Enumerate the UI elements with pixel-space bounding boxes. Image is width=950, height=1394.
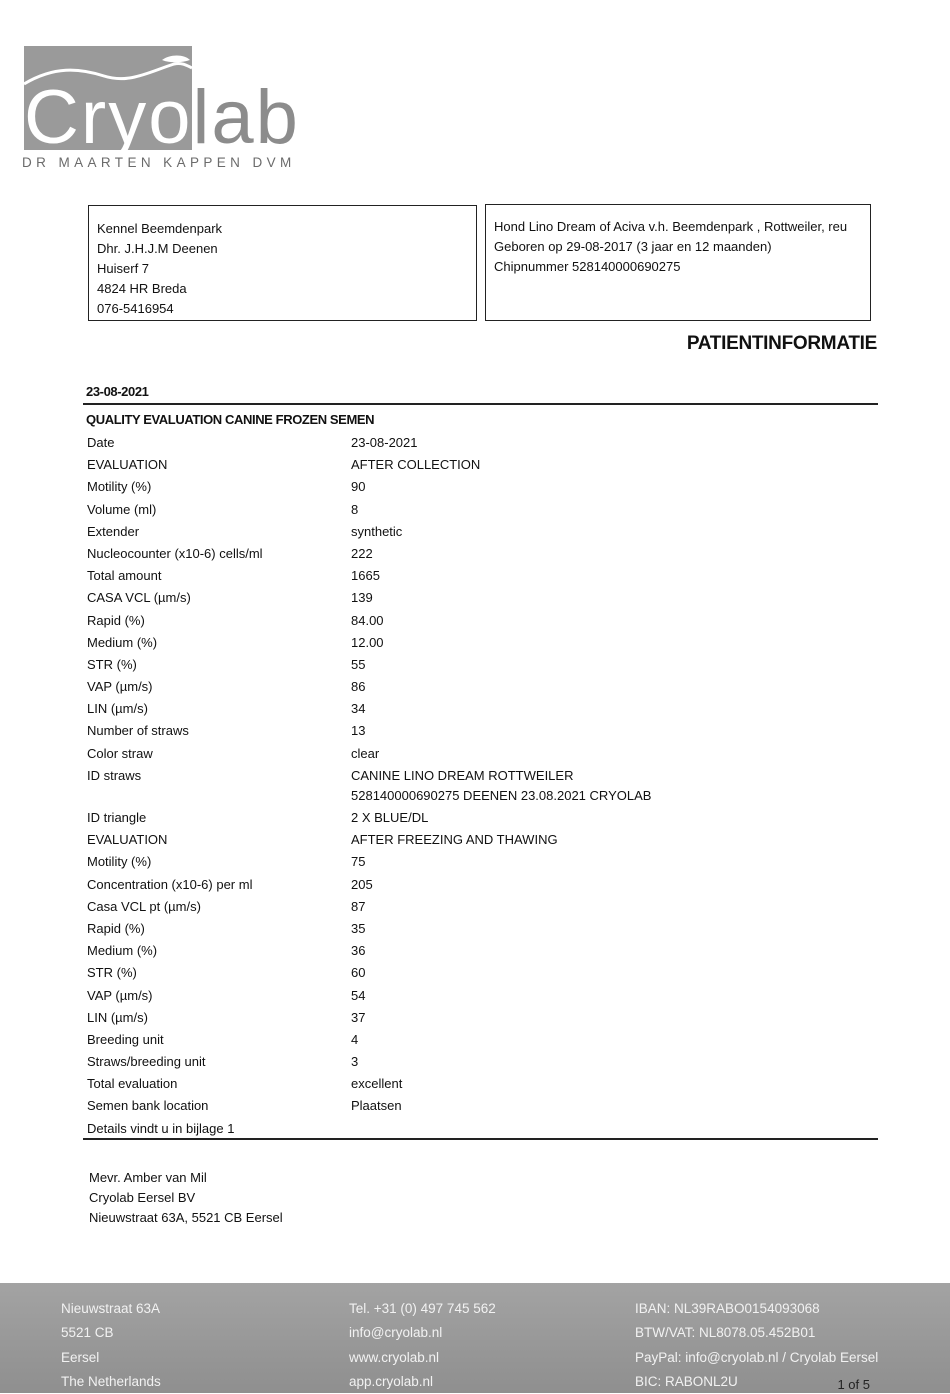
row-value — [351, 1096, 402, 1116]
table-row — [87, 477, 847, 499]
table-row — [87, 611, 847, 633]
signature-line: Cryolab Eersel BV — [89, 1190, 196, 1205]
owner-address-line: 076-5416954 — [97, 301, 174, 316]
row-label: LIN (µm/s) — [87, 701, 148, 717]
row-label: Straws/breeding unit — [87, 1054, 206, 1070]
table-row — [87, 677, 847, 699]
footer-address — [61, 1297, 161, 1394]
table-row — [87, 830, 847, 852]
row-value-line: 139 — [351, 590, 373, 606]
row-value-line: 75 — [351, 854, 366, 870]
row-value-line: AFTER COLLECTION — [351, 457, 481, 473]
logo-word-rest: lab — [192, 75, 300, 160]
document-title: PATIENTINFORMATIE — [686, 333, 877, 354]
row-value-line: Plaatsen — [351, 1098, 402, 1114]
row-value-line: 54 — [351, 987, 366, 1003]
row-value-line: 8 — [351, 501, 359, 517]
footer-contact — [349, 1297, 496, 1394]
table-row — [87, 455, 847, 477]
row-label: CASA VCL (µm/s) — [87, 590, 191, 606]
row-value — [351, 455, 480, 475]
row-label: Volume (ml) — [87, 501, 157, 517]
row-value-line: 86 — [351, 679, 366, 695]
row-value — [351, 522, 402, 542]
row-label: Rapid (%) — [87, 612, 145, 628]
row-value-line: 60 — [351, 965, 366, 981]
page-number: 1 of 5 — [837, 1377, 870, 1392]
owner-address-box — [88, 205, 477, 321]
row-label: Concentration (x10-6) per ml — [87, 876, 253, 892]
row-value — [351, 1030, 358, 1050]
row-label: Motility (%) — [87, 854, 152, 870]
owner-address-line: Dhr. J.H.J.M Deenen — [97, 241, 218, 256]
row-value-line: excellent — [351, 1076, 403, 1092]
row-label: Casa VCL pt (µm/s) — [87, 898, 201, 914]
footer-finance-line: BTW/VAT: NL8078.05.452B01 — [635, 1325, 816, 1341]
row-value — [351, 1074, 402, 1094]
logo-word-highlight: Cryo — [24, 75, 193, 160]
row-value-line: CANINE LINO DREAM ROTTWEILER — [351, 767, 574, 783]
row-value — [351, 766, 651, 806]
table-row — [87, 808, 847, 830]
row-label: Number of straws — [87, 723, 189, 739]
footer-finance-line: BIC: RABONL2U — [635, 1373, 738, 1389]
row-label: LIN (µm/s) — [87, 1009, 148, 1025]
owner-address-line: Huiserf 7 — [97, 261, 150, 276]
footer-address-line: Eersel — [61, 1349, 100, 1365]
patient-info-line: Geboren op 29-08-2017 (3 jaar en 12 maanden) — [494, 239, 772, 254]
row-value-line: 34 — [351, 701, 366, 717]
table-row — [87, 588, 847, 610]
row-label: Color straw — [87, 745, 153, 761]
table-row — [87, 433, 847, 455]
footer-finance-line: IBAN: NL39RABO0154093068 — [635, 1301, 820, 1316]
table-row — [87, 766, 847, 808]
row-value-line: 87 — [351, 898, 366, 914]
row-value-line: 55 — [351, 656, 366, 672]
table-row — [87, 633, 847, 655]
row-value — [351, 1008, 365, 1028]
row-label: STR (%) — [87, 965, 137, 981]
row-value-line: synthetic — [351, 523, 403, 539]
row-value — [351, 808, 428, 828]
row-label: VAP (µm/s) — [87, 987, 153, 1003]
row-value-line: 84.00 — [351, 612, 384, 628]
row-label: Semen bank location — [87, 1098, 209, 1114]
row-label: Nucleocounter (x10-6) cells/ml — [87, 545, 263, 561]
row-label: STR (%) — [87, 656, 137, 672]
owner-address-line: 4824 HR Breda — [97, 281, 187, 296]
table-row — [87, 986, 847, 1008]
row-value — [351, 699, 365, 719]
logo-wordmark — [24, 75, 300, 160]
footer-address-line: Nieuwstraat 63A — [61, 1301, 161, 1316]
row-value — [351, 744, 379, 764]
row-value-line: 12.00 — [351, 634, 384, 650]
row-value-line: 4 — [351, 1031, 359, 1047]
row-value-line: 90 — [351, 479, 366, 495]
row-value — [351, 611, 384, 631]
row-value — [351, 500, 358, 520]
row-value — [351, 544, 373, 564]
row-value — [351, 986, 365, 1006]
logo-tagline: DR MAARTEN KAPPEN DVM — [22, 155, 296, 170]
row-value-line: 36 — [351, 943, 366, 959]
table-row — [87, 1096, 847, 1118]
cryolab-logo — [22, 46, 322, 176]
row-value-line: 528140000690275 DEENEN 23.08.2021 CRYOLAB — [351, 787, 652, 803]
row-value — [351, 1052, 358, 1072]
row-value-line: clear — [351, 745, 380, 761]
footer-contact-line: Tel. +31 (0) 497 745 562 — [349, 1301, 496, 1316]
table-row — [87, 941, 847, 963]
evaluation-table — [87, 433, 847, 1141]
footer-finance-line: PayPal: info@cryolab.nl / Cryolab Eersel — [635, 1349, 879, 1365]
row-value-line: 13 — [351, 723, 366, 739]
table-row — [87, 1008, 847, 1030]
row-label: EVALUATION — [87, 832, 168, 848]
row-value — [351, 941, 365, 961]
row-label: Total amount — [87, 568, 162, 584]
table-row — [87, 500, 847, 522]
row-label: Medium (%) — [87, 634, 158, 650]
owner-address-line: Kennel Beemdenpark — [97, 221, 223, 236]
row-label: Total evaluation — [87, 1076, 178, 1092]
footer — [0, 1283, 950, 1393]
table-row — [87, 1074, 847, 1096]
row-label: EVALUATION — [87, 457, 168, 473]
table-row — [87, 699, 847, 721]
row-label: Extender — [87, 523, 140, 539]
table-row — [87, 852, 847, 874]
section-title: QUALITY EVALUATION CANINE FROZEN SEMEN — [86, 412, 375, 427]
table-row — [87, 963, 847, 985]
patient-info-box — [485, 204, 871, 321]
row-value-line: AFTER FREEZING AND THAWING — [351, 832, 558, 848]
signature-line: Mevr. Amber van Mil — [89, 1170, 207, 1185]
row-value — [351, 963, 365, 983]
row-value — [351, 655, 365, 675]
row-value — [351, 852, 365, 872]
row-value-line: 23-08-2021 — [351, 435, 418, 450]
row-value-line: 3 — [351, 1054, 359, 1070]
row-value — [351, 897, 365, 917]
row-value-line: 37 — [351, 1009, 366, 1025]
footer-address-line: The Netherlands — [61, 1373, 161, 1389]
row-label: Date — [87, 435, 115, 450]
row-value — [351, 477, 365, 497]
footer-contact-line: info@cryolab.nl — [349, 1325, 443, 1341]
row-label: ID straws — [87, 767, 142, 783]
row-value — [351, 566, 380, 586]
report-date: 23-08-2021 — [86, 384, 149, 399]
row-label: ID triangle — [87, 810, 147, 825]
row-label: Medium (%) — [87, 943, 158, 959]
table-row — [87, 544, 847, 566]
row-value — [351, 677, 365, 697]
row-value — [351, 830, 558, 850]
table-row — [87, 744, 847, 766]
row-label: Rapid (%) — [87, 920, 145, 936]
row-value — [351, 919, 365, 939]
patient-info-line: Hond Lino Dream of Aciva v.h. Beemdenpark , Rottweiler, reu — [494, 219, 848, 234]
footer-contact-line: app.cryolab.nl — [349, 1373, 434, 1389]
signature-block — [89, 1168, 283, 1228]
table-row — [87, 1030, 847, 1052]
row-value-line: 222 — [351, 545, 373, 561]
divider-top — [83, 403, 878, 405]
row-value — [351, 875, 373, 895]
row-value-line: 205 — [351, 876, 373, 892]
patient-info-line: Chipnummer 528140000690275 — [494, 259, 681, 274]
table-row — [87, 875, 847, 897]
row-value — [351, 433, 418, 453]
row-value — [351, 721, 365, 741]
signature-line: Nieuwstraat 63A, 5521 CB Eersel — [89, 1210, 283, 1225]
row-label: Breeding unit — [87, 1031, 164, 1047]
table-row — [87, 1052, 847, 1074]
row-value-line: 35 — [351, 920, 366, 936]
row-value-line: 1665 — [351, 568, 380, 584]
footer-address-line: 5521 CB — [61, 1325, 114, 1341]
row-value-line: 2 X BLUE/DL — [351, 810, 429, 825]
footer-contact-line: www.cryolab.nl — [349, 1349, 440, 1365]
row-label: Motility (%) — [87, 479, 152, 495]
table-row — [87, 897, 847, 919]
table-row — [87, 655, 847, 677]
row-label: Details vindt u in bijlage 1 — [87, 1120, 235, 1136]
table-row — [87, 721, 847, 743]
row-value — [351, 588, 373, 608]
row-label: VAP (µm/s) — [87, 679, 153, 695]
divider-bottom — [83, 1138, 878, 1140]
row-value — [351, 633, 384, 653]
table-row — [87, 919, 847, 941]
table-row — [87, 566, 847, 588]
table-row — [87, 522, 847, 544]
